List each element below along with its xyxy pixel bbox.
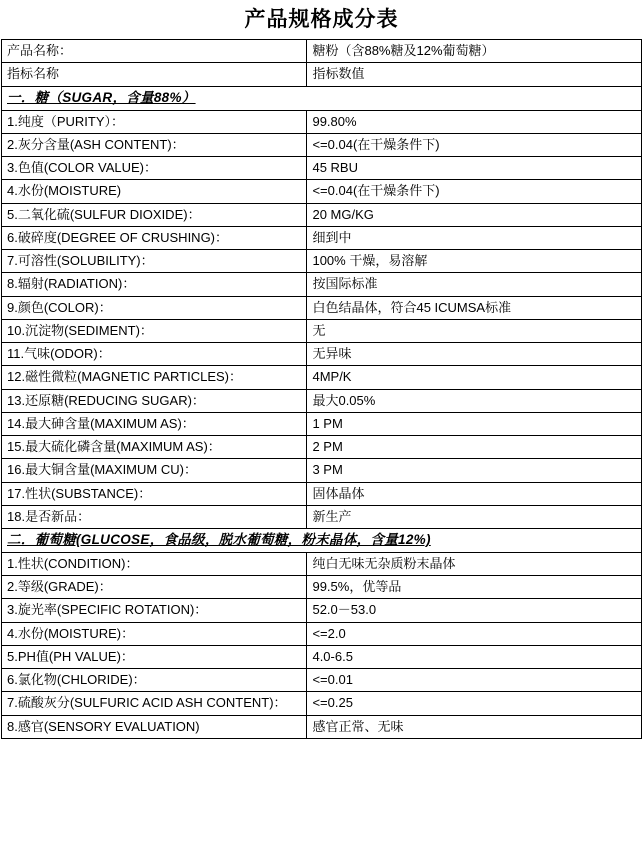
row-value: 4.0-6.5 <box>307 645 642 668</box>
table-row <box>2 552 642 575</box>
row-label: 2.灰分含量(ASH CONTENT)： <box>2 133 307 156</box>
row-value: 4MP/K <box>307 366 642 389</box>
page-title: 产品规格成分表 <box>244 6 399 31</box>
row-value: 20 MG/KG <box>307 203 642 226</box>
row-label: 7.硫酸灰分(SULFURIC ACID ASH CONTENT)： <box>2 692 307 715</box>
row-value: 固体晶体 <box>307 482 642 505</box>
table-row <box>2 366 642 389</box>
row-value: 45 RBU <box>307 157 642 180</box>
row-value: 无异味 <box>307 343 642 366</box>
table-row <box>2 63 642 86</box>
row-label: 7.可溶性(SOLUBILITY)： <box>2 250 307 273</box>
row-value: 99.80% <box>307 110 642 133</box>
row-value: 糖粉（含88%糖及12%葡萄糖） <box>307 40 642 63</box>
row-value: <=0.04(在干燥条件下) <box>307 133 642 156</box>
row-value: <=0.01 <box>307 669 642 692</box>
row-label: 2.等级(GRADE)： <box>2 576 307 599</box>
row-value: 99.5%，优等品 <box>307 576 642 599</box>
row-value: 100% 干燥，易溶解 <box>307 250 642 273</box>
row-label: 5.PH值(PH VALUE)： <box>2 645 307 668</box>
row-label: 1.纯度（PURITY）： <box>2 110 307 133</box>
row-label: 9.颜色(COLOR)： <box>2 296 307 319</box>
row-value: 纯白无味无杂质粉末晶体 <box>307 552 642 575</box>
table-row <box>2 86 642 110</box>
row-value: 2 PM <box>307 436 642 459</box>
row-label: 3.旋光率(SPECIFIC ROTATION)： <box>2 599 307 622</box>
row-value: 3 PM <box>307 459 642 482</box>
table-row <box>2 273 642 296</box>
row-value: 1 PM <box>307 412 642 435</box>
row-value: 细到中 <box>307 226 642 249</box>
table-row <box>2 622 642 645</box>
section-heading: 二．葡萄糖(GLUCOSE，食品级，脱水葡萄糖，粉末晶体，含量12%) <box>2 529 642 553</box>
row-label: 1.性状(CONDITION)： <box>2 552 307 575</box>
row-label: 17.性状(SUBSTANCE)： <box>2 482 307 505</box>
table-row <box>2 599 642 622</box>
table-row <box>2 529 642 553</box>
row-label: 5.二氧化硫(SULFUR DIOXIDE)： <box>2 203 307 226</box>
section-heading: 一．糖（SUGAR，含量88%） <box>2 86 642 110</box>
row-label: 16.最大铜含量(MAXIMUM CU)： <box>2 459 307 482</box>
table-row <box>2 157 642 180</box>
row-label: 8.辐射(RADIATION)： <box>2 273 307 296</box>
row-value: 新生产 <box>307 505 642 528</box>
row-label: 3.色值(COLOR VALUE)： <box>2 157 307 180</box>
table-row <box>2 133 642 156</box>
row-value: <=0.25 <box>307 692 642 715</box>
table-row <box>2 412 642 435</box>
row-label: 14.最大砷含量(MAXIMUM AS)： <box>2 412 307 435</box>
row-label: 4.水份(MOISTURE)： <box>2 622 307 645</box>
table-row <box>2 343 642 366</box>
row-value: 无 <box>307 319 642 342</box>
row-value: 指标数值 <box>307 63 642 86</box>
table-row <box>2 203 642 226</box>
table-row <box>2 576 642 599</box>
row-label: 12.磁性微粒(MAGNETIC PARTICLES)： <box>2 366 307 389</box>
row-label: 13.还原糖(REDUCING SUGAR)： <box>2 389 307 412</box>
table-row <box>2 180 642 203</box>
row-label: 11.气味(ODOR)： <box>2 343 307 366</box>
table-row <box>2 319 642 342</box>
row-label: 18.是否新品： <box>2 505 307 528</box>
table-row <box>2 669 642 692</box>
row-label: 产品名称： <box>2 40 307 63</box>
row-value: 感官正常、无味 <box>307 715 642 738</box>
spec-table <box>1 39 642 739</box>
row-label: 6.氯化物(CHLORIDE)： <box>2 669 307 692</box>
table-row <box>2 505 642 528</box>
table-row <box>2 482 642 505</box>
row-label: 4.水份(MOISTURE) <box>2 180 307 203</box>
table-row <box>2 436 642 459</box>
row-label: 10.沉淀物(SEDIMENT)： <box>2 319 307 342</box>
row-value: 最大0.05% <box>307 389 642 412</box>
row-label: 6.破碎度(DEGREE OF CRUSHING)： <box>2 226 307 249</box>
row-value: <=0.04(在干燥条件下) <box>307 180 642 203</box>
table-row <box>2 389 642 412</box>
table-row <box>2 226 642 249</box>
row-value: 按国际标准 <box>307 273 642 296</box>
table-row <box>2 110 642 133</box>
row-label: 8.感官(SENSORY EVALUATION) <box>2 715 307 738</box>
table-row <box>2 645 642 668</box>
row-label: 15.最大硫化磷含量(MAXIMUM AS)： <box>2 436 307 459</box>
row-value: 白色结晶体，符合45 ICUMSA标准 <box>307 296 642 319</box>
table-row <box>2 40 642 63</box>
table-row <box>2 459 642 482</box>
row-value: 52.0－53.0 <box>307 599 642 622</box>
table-row <box>2 715 642 738</box>
table-row <box>2 692 642 715</box>
table-row <box>2 296 642 319</box>
spec-table-body <box>2 40 642 739</box>
row-value: <=2.0 <box>307 622 642 645</box>
table-row <box>2 250 642 273</box>
row-label: 指标名称 <box>2 63 307 86</box>
